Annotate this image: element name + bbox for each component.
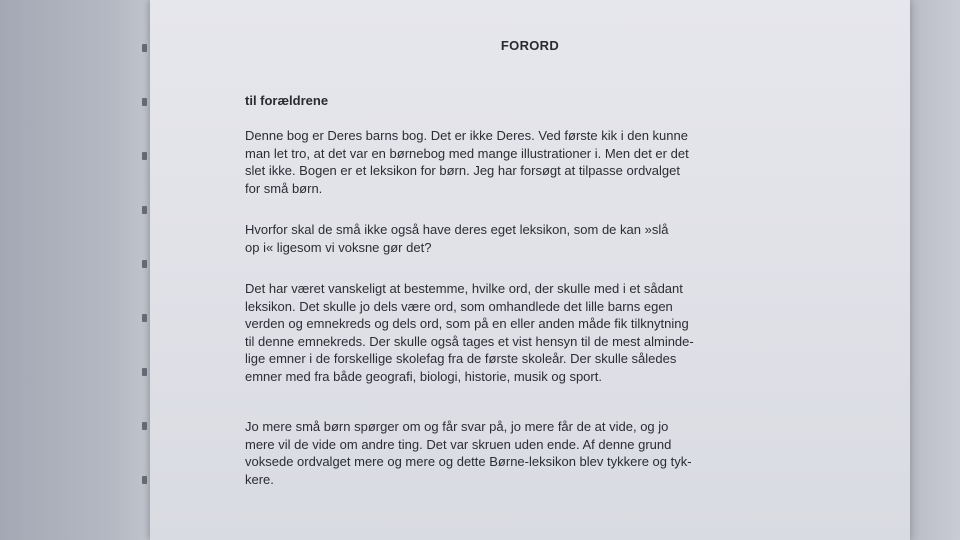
binding-mark [142,206,147,214]
text-line: verden og emnekreds og dels ord, som på en eller anden måde fik tilknytning [245,316,689,331]
text-line: for små børn. [245,180,323,196]
text-line: mere vil de vide om andre ting. Det var skruen uden ende. Af denne grund [245,436,672,452]
binding-mark [142,44,147,52]
binding-mark [142,152,147,160]
left-page-edge [0,0,160,540]
text-line: Jo mere små børn spørger om og får svar på, jo mere får de at vide, og jo [245,419,669,434]
text-line: Hvorfor skal de små ikke også have deres eget leksikon, som de kan »slå [245,222,669,237]
section-heading: til forældrene [245,93,329,108]
binding-mark [142,368,147,376]
text-line: kere. [245,471,274,487]
right-edge [910,0,960,540]
page-title: FORORD [500,38,560,53]
text-line: op i« ligesom vi voksne gør det? [245,239,432,255]
binding-mark [142,314,147,322]
text-line: leksikon. Det skulle jo dels være ord, som omhandlede det lille barns egen [245,298,673,314]
binding-mark [142,260,147,268]
binding-mark [142,476,147,484]
text-line: lige emner i de forskellige skolefag fra de første skoleår. Der skulle således [245,351,677,366]
text-line: Det har været vanskeligt at bestemme, hvilke ord, der skulle med i et sådant [245,281,683,296]
text-line: voksede ordvalget mere og mere og dette Børne-leksikon blev tykkere og tyk- [245,454,692,469]
paragraph-3 [245,280,785,385]
text-line: emner med fra både geografi, biologi, historie, musik og sport. [245,368,602,384]
paragraph-2 [245,221,785,256]
paragraph-1 [245,127,785,197]
paragraph-4 [245,418,785,488]
text-line: man let tro, at det var en børnebog med mange illustrationer i. Men det er det [245,145,689,161]
binding-mark [142,98,147,106]
binding-mark [142,422,147,430]
text-line: Denne bog er Deres barns bog. Det er ikke Deres. Ved første kik i den kunne [245,128,688,143]
text-line: til denne emnekreds. Der skulle også tages et vist hensyn til de mest alminde- [245,333,694,349]
text-line: slet ikke. Bogen er et leksikon for børn. Jeg har forsøgt at tilpasse ordvalget [245,163,680,178]
